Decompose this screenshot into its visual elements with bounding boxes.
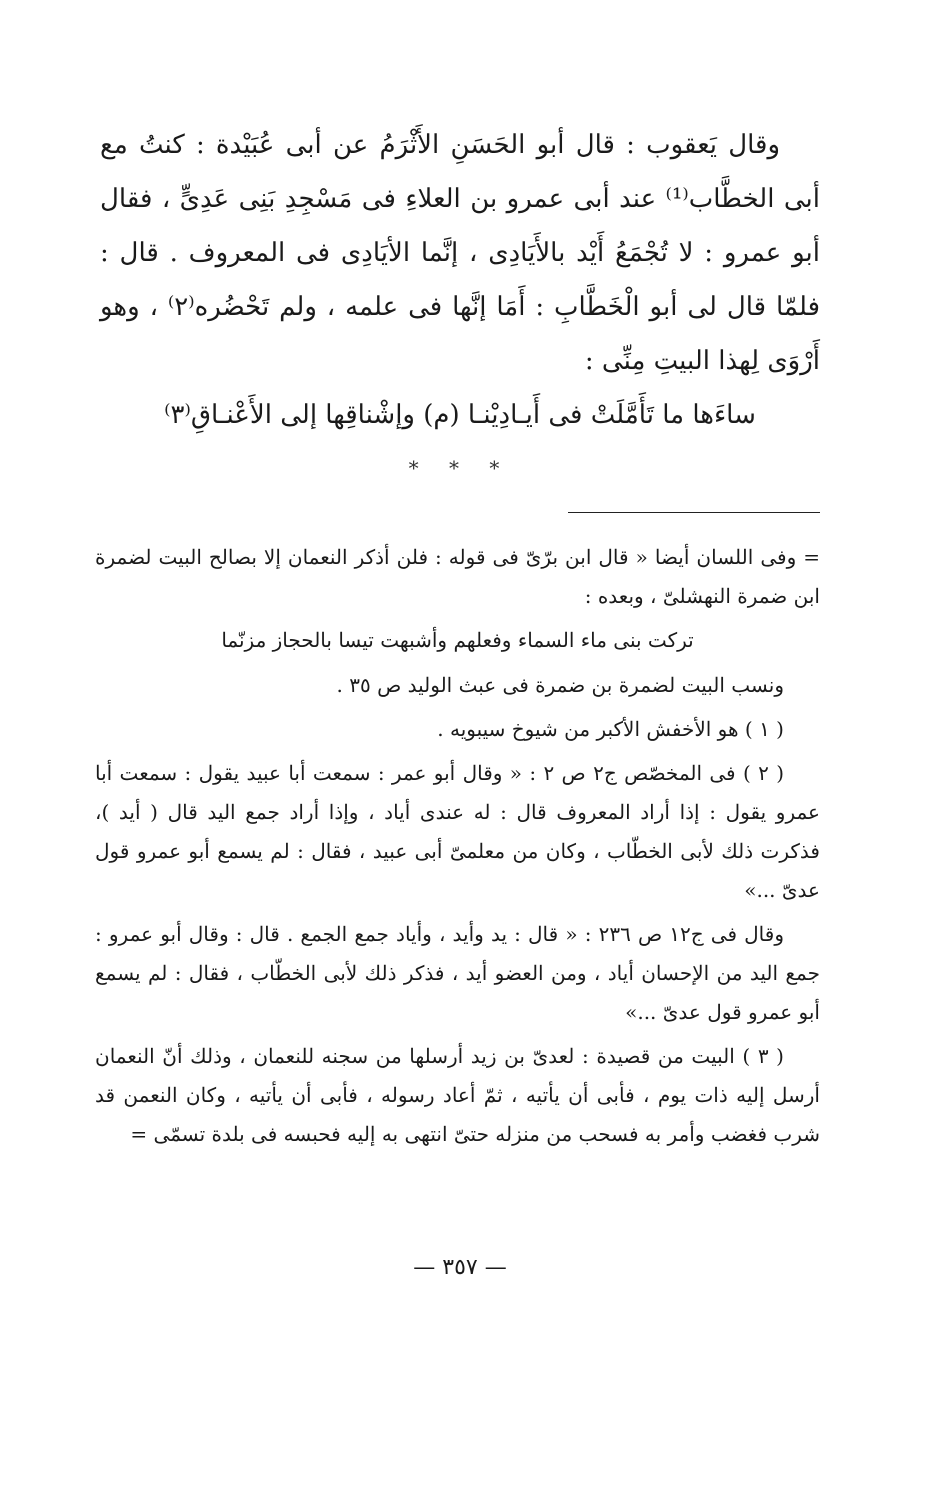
footnote-line: ونسب البيت لضمرة بن ضمرة فى عبث الوليد ص ٣٥ . [336,673,784,697]
footnote-3: ( ٣ ) البيت من قصيدة : لعدىّ بن زيد أرسلها من سجنه للنعمان ، وذلك أنّ النعمان أرسل إليه ذات يوم ، فأبى أن يأتيه ، ثمّ أعاد رسوله ، فأبى أن يأتيه ، وكان النعمن قد شرب فغضب وأمر به فسحب من منزله حتىّ انتهى به إليه فحبسه فى بلدة تسمّى = [95,1044,820,1146]
main-text-block [100,118,820,388]
footnote-rule [568,512,820,513]
page-number: — ٣٥٧ — [413,1255,507,1280]
footnote-poem-line: تركت بنى ماء السماء وفعلهم وأشبهت تيسا بالحجاز مزنّما [221,628,694,652]
main-paragraph: وقال يَعقوب : قال أبو الحَسَنِ الأَثْرَمُ عن أبى عُبَيْدة : كنتُ مع أبى الخطَّاب⁽¹⁾ عند أبى عمرو بن العلاءِ فى مَسْجِدِ بَنِى عَدِىٍّ ، فقال أبو عمرو : لا تُجْمَعُ أَيْد بالأَيَادِى ، إنَّما الأيَادِى فى المعروف . قال : فلمّا قال لى أبو الْخَطَّابِ : أَمَا إنَّها فى علمه ، ولم تَحْضُره⁽٢⁾ ، وهو أَرْوَى لِهذا البيتِ مِنِّى : [100,130,821,376]
section-separator: * * * [408,456,512,480]
footnote-1: ( ١ ) هو الأخفش الأكبر من شيوخ سيبويه . [437,717,784,741]
footnote-2: ( ٢ ) فى المخصّص ج٢ ص ٢ : « وقال أبو عمر : سمعت أبا عبيد يقول : سمعت أبا عمرو يقول : إذا أراد المعروف قال : له عندى أياد ، وإذا أراد جمع اليد قال ( أيد )، فذكرت ذلك لأبى الخطّاب ، وكان من معلمىّ أبى عبيد ، فقال : لم يسمع أبو عمرو قول عدىّ ...» [95,761,820,902]
footnote-continuation: = وفى اللسان أيضا « قال ابن برّىّ فى قوله : فلن أذكر النعمان إلا بصالح البيت لضمرة ابن ضمرة النهشلىّ ، وبعده : [95,545,820,608]
poetry-verse: ساءَها ما تَأَمَّلَتْ فى أَيـادِيْنـا (م) وإشْناقِها إلى الأَعْنـاقِ⁽٣⁾ [164,400,756,430]
footnotes-block [95,538,820,1159]
footnote-2-continued: وقال فى ج١٢ ص ٢٣٦ : « قال : يد وأيد ، وأياد جمع الجمع . قال : وقال أبو عمرو : جمع اليد من الإحسان أياد ، ومن العضو أيد ، فذكر ذلك لأبى الخطّاب ، فقال : لم يسمع أبو عمرو قول عدىّ ...» [95,922,820,1024]
